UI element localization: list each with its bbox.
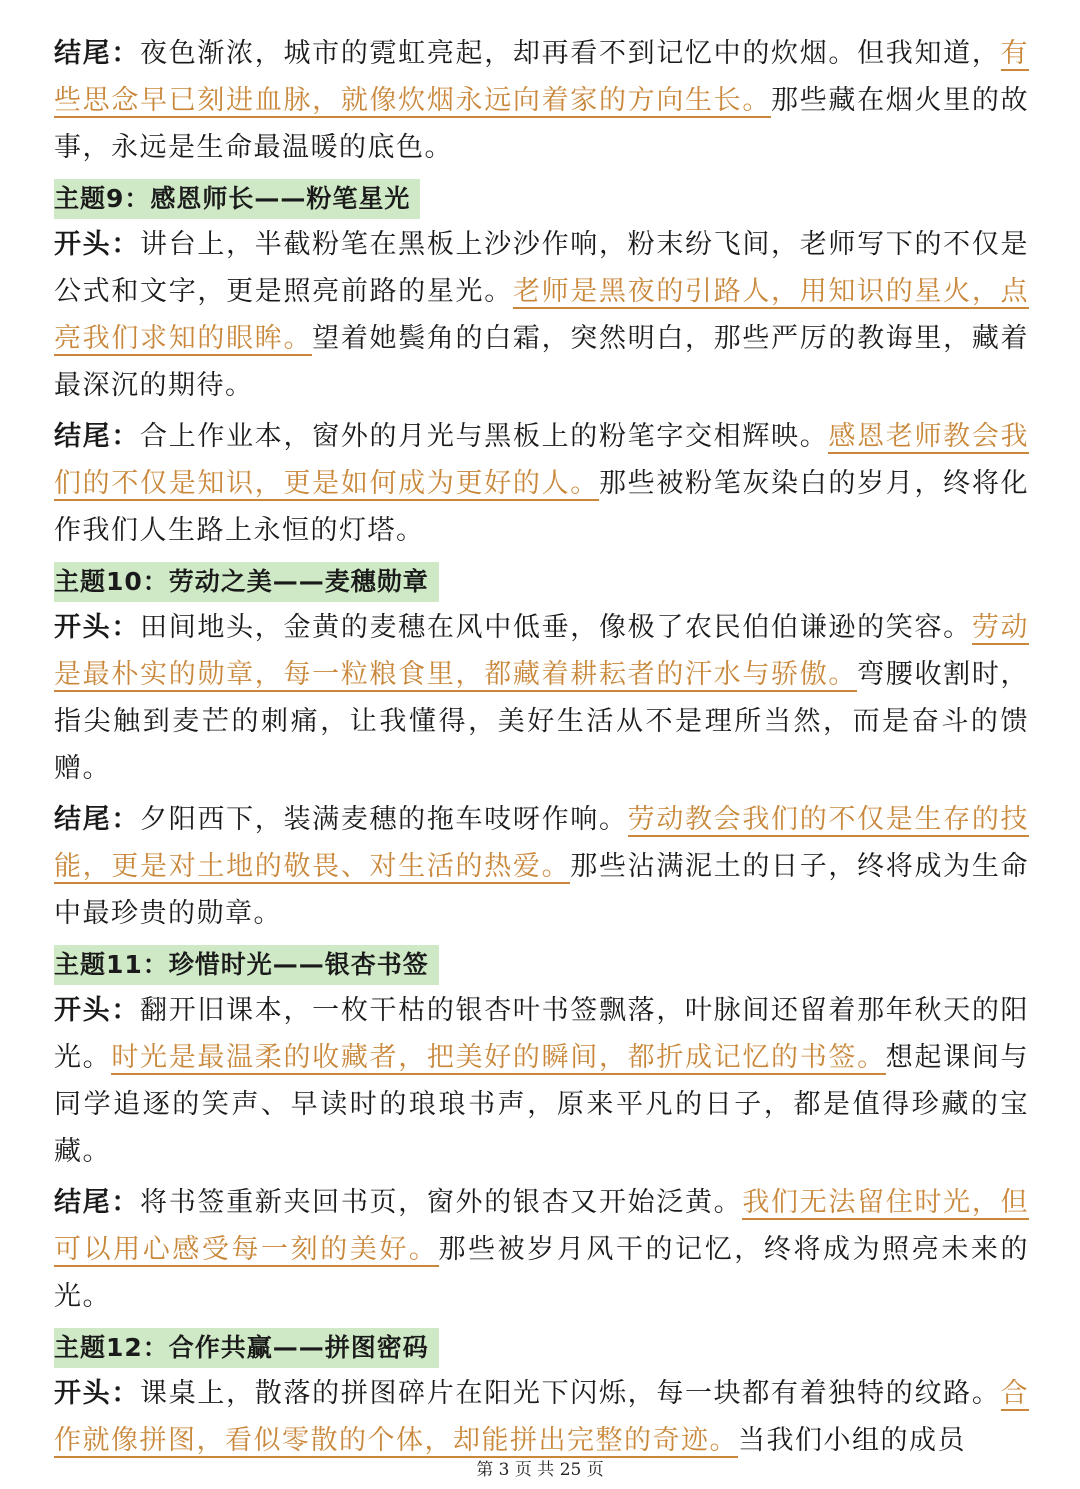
paragraph-label: 结尾： xyxy=(54,38,141,69)
paragraph-label: 开头： xyxy=(54,995,141,1026)
paragraph-label: 结尾： xyxy=(54,1187,141,1218)
paragraph-opening-theme12 xyxy=(54,1370,1029,1464)
page-number-footer: 第 3 页 共 25 页 xyxy=(476,1460,604,1480)
theme-heading-12: 主题12：合作共赢——拼图密码 xyxy=(54,1328,439,1368)
paragraph-text: 那些沾满泥土的日子，终将成为生命中最珍贵的勋章。 xyxy=(54,851,1030,929)
paragraph-text: 田间地头，金黄的麦穗在风中低垂，像极了农民伯伯谦逊的笑容。 xyxy=(140,612,972,643)
highlighted-sentence: 时光是最温柔的收藏者，把美好的瞬间，都折成记忆的书签。 xyxy=(111,1042,886,1073)
paragraph-text: 那些被岁月风干的记忆，终将成为照亮未来的光。 xyxy=(54,1234,1029,1312)
paragraph-text: 那些被粉笔灰染白的岁月，终将化作我们人生路上永恒的灯塔。 xyxy=(54,468,1030,546)
paragraph-text: 合上作业本，窗外的月光与黑板上的粉笔字交相辉映。 xyxy=(140,421,829,452)
paragraph-text: 夜色渐浓，城市的霓虹亮起，却再看不到记忆中的炊烟。但我知道， xyxy=(140,38,1001,69)
paragraph-text: 将书签重新夹回书页，窗外的银杏又开始泛黄。 xyxy=(140,1187,743,1218)
paragraph-ending-theme8 xyxy=(54,30,1029,171)
paragraph-ending-theme9 xyxy=(54,413,1029,554)
theme-heading-11: 主题11：珍惜时光——银杏书签 xyxy=(54,945,439,985)
paragraph-opening-theme9 xyxy=(54,221,1029,409)
highlighted-sentence: 合作就像拼图，看似零散的个体，却能拼出完整的奇迹。 xyxy=(54,1378,1030,1456)
content-area xyxy=(54,30,1029,1468)
paragraph-text: 弯腰收割时，指尖触到麦芒的刺痛，让我懂得，美好生活从不是理所当然，而是奋斗的馈赠。 xyxy=(54,659,1030,784)
paragraph-label: 结尾： xyxy=(54,804,141,835)
highlighted-sentence: 劳动教会我们的不仅是生存的技能，更是对土地的敬畏、对生活的热爱。 xyxy=(54,804,1030,882)
paragraph-text: 夕阳西下，装满麦穗的拖车吱呀作响。 xyxy=(140,804,628,835)
highlighted-sentence: 劳动是最朴实的勋章，每一粒粮食里，都藏着耕耘者的汗水与骄傲。 xyxy=(54,612,1030,690)
paragraph-text: 那些藏在烟火里的故事，永远是生命最温暖的底色。 xyxy=(54,85,1030,163)
paragraph-label: 开头： xyxy=(54,1378,141,1409)
paragraph-label: 开头： xyxy=(54,229,141,260)
highlighted-sentence: 有些思念早已刻进血脉，就像炊烟永远向着家的方向生长。 xyxy=(54,38,1030,116)
paragraph-text: 想起课间与同学追逐的笑声、早读时的琅琅书声，原来平凡的日子，都是值得珍藏的宝藏。 xyxy=(54,1042,1030,1167)
paragraph-label: 开头： xyxy=(54,612,141,643)
paragraph-label: 结尾： xyxy=(54,421,141,452)
theme-heading-9: 主题9：感恩师长——粉笔星光 xyxy=(54,179,420,219)
paragraph-ending-theme11 xyxy=(54,1179,1029,1320)
paragraph-text: 当我们小组的成员 xyxy=(738,1425,966,1456)
paragraph-opening-theme10 xyxy=(54,604,1029,792)
theme-heading-10: 主题10：劳动之美——麦穗勋章 xyxy=(54,562,439,602)
paragraph-text: 望着她鬓角的白霜，突然明白，那些严厉的教诲里，藏着最深沉的期待。 xyxy=(54,323,1030,401)
highlighted-sentence: 感恩老师教会我们的不仅是知识，更是如何成为更好的人。 xyxy=(54,421,1030,499)
paragraph-ending-theme10 xyxy=(54,796,1029,937)
paragraph-text: 课桌上，散落的拼图碎片在阳光下闪烁，每一块都有着独特的纹路。 xyxy=(140,1378,1001,1409)
paragraph-text: 翻开旧课本，一枚干枯的银杏叶书签飘落，叶脉间还留着那年秋天的阳光。 xyxy=(54,995,1029,1073)
paragraph-opening-theme11 xyxy=(54,987,1029,1175)
highlighted-sentence: 我们无法留住时光，但可以用心感受每一刻的美好。 xyxy=(54,1187,1030,1265)
highlighted-sentence: 老师是黑夜的引路人，用知识的星火，点亮我们求知的眼眸。 xyxy=(54,276,1030,354)
paragraph-text: 讲台上，半截粉笔在黑板上沙沙作响，粉末纷飞间，老师写下的不仅是公式和文字，更是照亮前路的星光。 xyxy=(54,229,1029,307)
